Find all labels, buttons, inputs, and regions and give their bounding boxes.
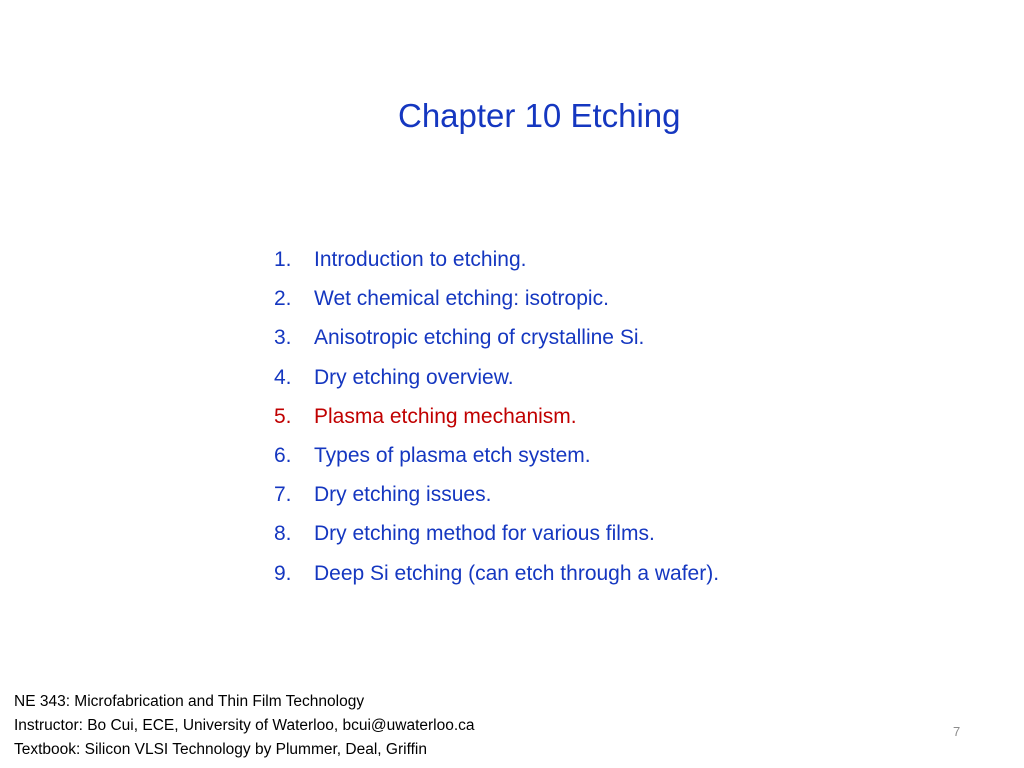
chapter-outline [274,245,719,598]
outline-item-text: Introduction to etching. [314,248,527,271]
outline-item-text: Dry etching issues. [314,483,492,507]
outline-item-8 [274,519,719,558]
outline-item-number: 8. [274,522,292,546]
outline-item-number: 1. [274,248,292,271]
outline-item-9 [274,559,719,598]
outline-item-text: Types of plasma etch system. [314,443,591,467]
outline-item-text: Plasma etching mechanism. [314,404,577,428]
footer-course: NE 343: Microfabrication and Thin Film Technology [14,693,365,710]
outline-item-number: 2. [274,287,292,311]
outline-item-number: 6. [274,443,292,467]
outline-item-number: 5. [274,404,292,428]
outline-item-text: Wet chemical etching: isotropic. [314,287,609,311]
outline-item-text: Dry etching method for various films. [314,522,655,546]
outline-item-text: Dry etching overview. [314,365,514,389]
footer-instructor: Instructor: Bo Cui, ECE, University of Waterloo, bcui@uwaterloo.ca [14,717,475,734]
outline-item-number: 3. [274,326,292,350]
outline-item-number: 7. [274,483,292,507]
outline-item-number: 4. [274,365,292,389]
outline-item-1 [274,245,719,284]
outline-item-7 [274,480,719,519]
outline-item-2 [274,284,719,323]
outline-item-number: 9. [274,561,292,585]
outline-item-3 [274,323,719,362]
slide-footer [14,690,475,762]
slide-title: Chapter 10 Etching [398,97,681,134]
outline-item-6 [274,441,719,480]
outline-item-4 [274,363,719,402]
page-number: 7 [953,724,961,739]
outline-item-text: Deep Si etching (can etch through a wafer). [314,561,720,585]
outline-item-5 [274,402,719,441]
footer-textbook: Textbook: Silicon VLSI Technology by Plummer, Deal, Griffin [14,741,427,758]
outline-item-text: Anisotropic etching of crystalline Si. [314,326,645,350]
